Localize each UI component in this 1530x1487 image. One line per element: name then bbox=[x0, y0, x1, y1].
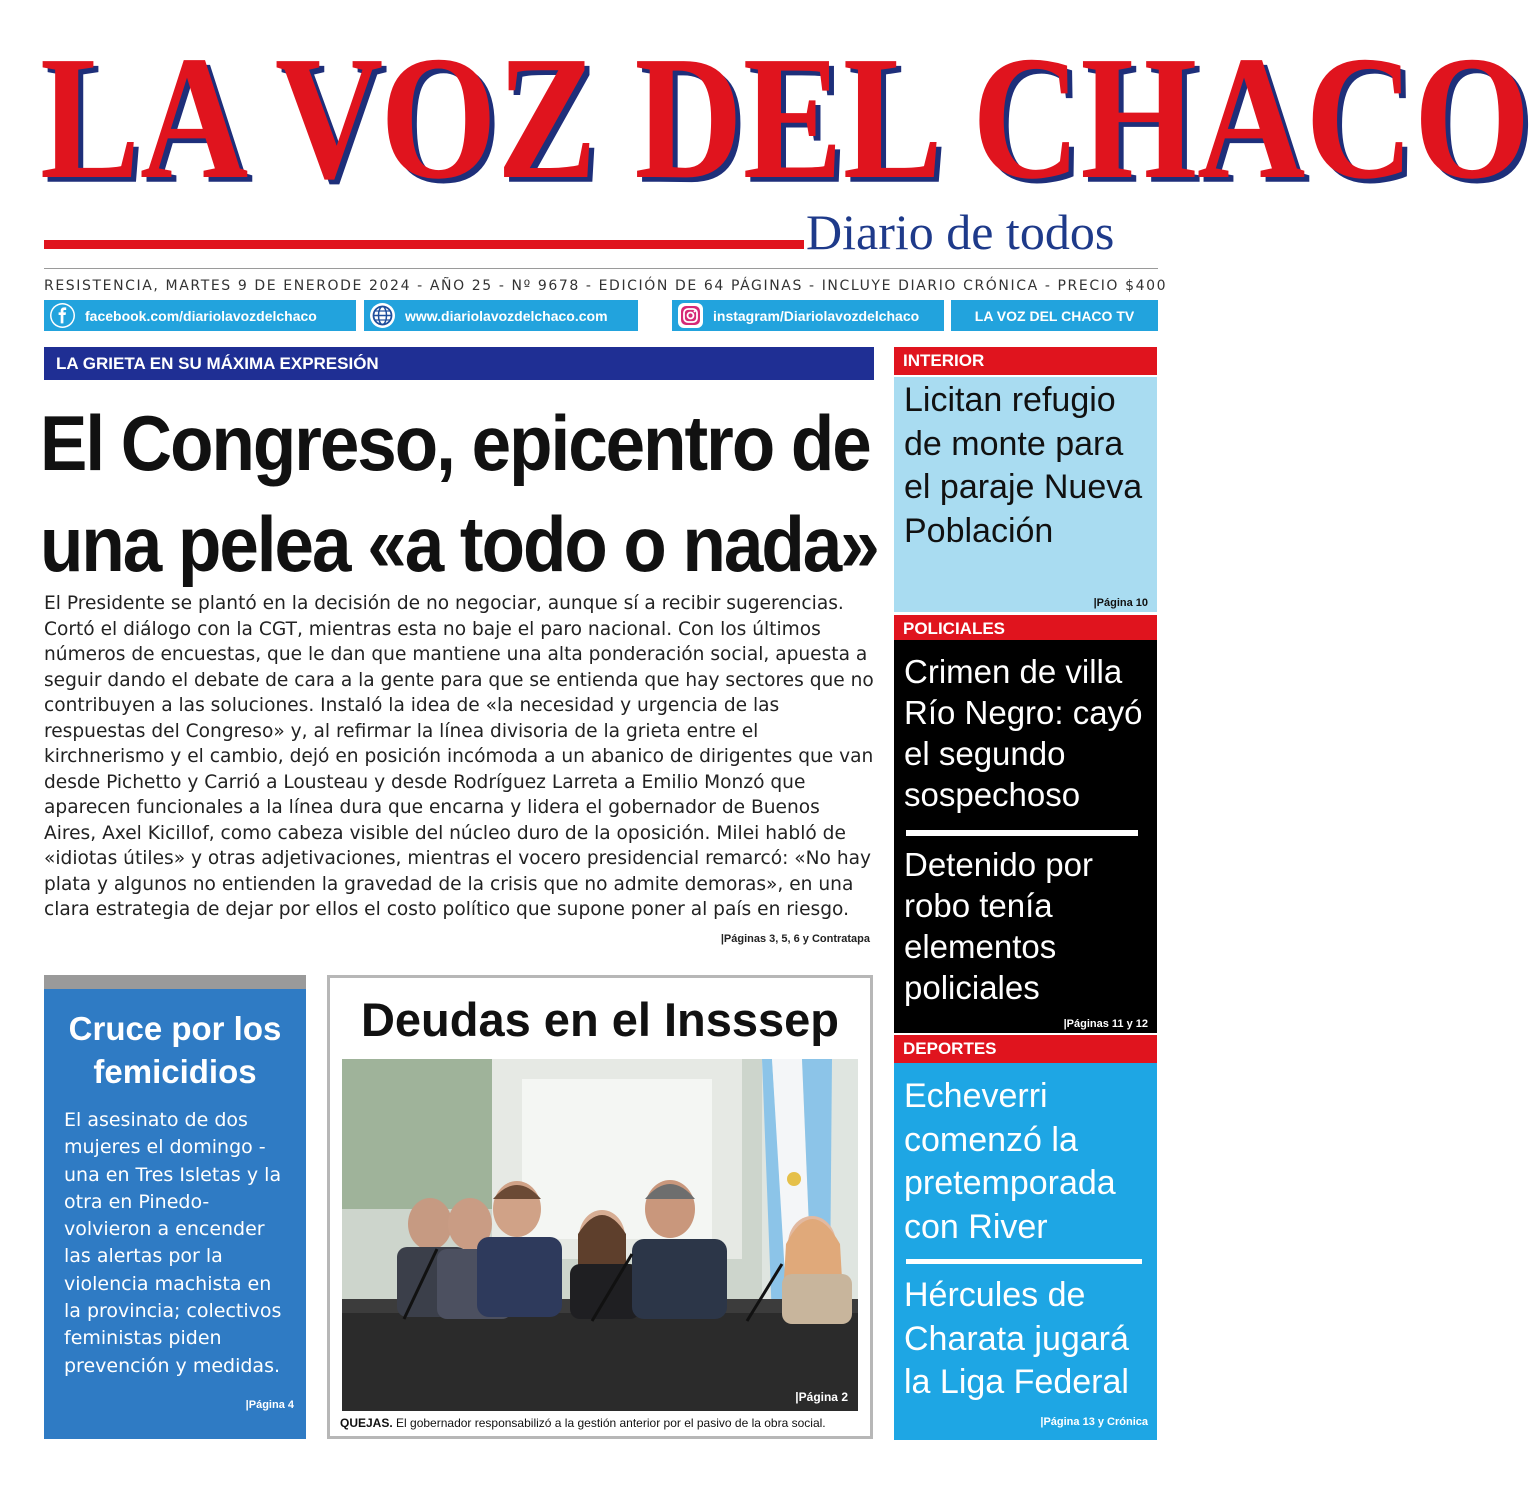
deportes-box[interactable] bbox=[894, 1063, 1157, 1440]
section-label-interior: INTERIOR bbox=[894, 347, 1157, 375]
facebook-icon bbox=[50, 303, 75, 328]
instagram-icon bbox=[678, 303, 703, 328]
insssep-title: Deudas en el Insssep bbox=[360, 993, 840, 1046]
edition-line: RESISTENCIA, MARTES 9 DE ENERODE 2024 - AÑO 25 - Nº 9678 - EDICIÓN DE 64 PÁGINAS - INCLUYE DIARIO CRÓNICA - PRECIO $400 bbox=[44, 268, 1158, 294]
femicidios-text: El asesinato de dos mujeres el domingo - una en Tres Isletas y la otra en Pinedo- volvieron a encender las alertas por la violencia machista en la provincia; colectivos feministas piden prevención y medidas. bbox=[64, 1109, 282, 1377]
policiales-separator bbox=[906, 830, 1138, 836]
interior-box[interactable] bbox=[894, 377, 1157, 612]
instagram-label: instagram/Diariolavozdelchaco bbox=[713, 307, 920, 324]
main-headline[interactable]: El Congreso, epicentro de una pelea «a todo o nada» bbox=[40, 400, 878, 589]
main-page-ref: |Páginas 3, 5, 6 y Contratapa bbox=[720, 933, 870, 945]
website-link[interactable] bbox=[364, 300, 638, 331]
masthead-title: LA VOZ DEL CHACO bbox=[40, 20, 1530, 216]
policiales-page-ref: |Páginas 11 y 12 bbox=[1063, 1018, 1148, 1030]
policiales-headline-2: Detenido por robo tenía elementos policiales bbox=[904, 846, 1093, 1006]
facebook-label: facebook.com/diariolavozdelchaco bbox=[85, 307, 317, 324]
deportes-headline-1: Echeverri comenzó la pretemporada con River bbox=[904, 1077, 1116, 1246]
masthead-rule bbox=[44, 240, 804, 249]
globe-icon bbox=[370, 303, 395, 328]
photo-page-ref: |Página 2 bbox=[795, 1390, 848, 1404]
caption-text: El gobernador responsabilizó a la gestión anterior por el pasivo de la obra social. bbox=[392, 1416, 826, 1430]
website-label: www.diariolavozdelchaco.com bbox=[405, 307, 608, 324]
facebook-link[interactable] bbox=[44, 300, 356, 331]
deportes-page-ref: |Página 13 y Crónica bbox=[1040, 1416, 1148, 1428]
section-label-policiales: POLICIALES bbox=[894, 615, 1157, 643]
femicidios-top-bar bbox=[44, 975, 306, 989]
policiales-headline-1: Crimen de villa Río Negro: cayó el segundo sospechoso bbox=[904, 653, 1143, 813]
insssep-photo bbox=[342, 1059, 858, 1411]
femicidios-page-ref: |Página 4 bbox=[245, 1399, 294, 1411]
deportes-headline-2: Hércules de Charata jugará la Liga Federal bbox=[904, 1276, 1129, 1401]
insssep-box[interactable] bbox=[327, 975, 873, 1439]
interior-headline: Licitan refugio de monte para el paraje Nueva Población bbox=[904, 381, 1143, 550]
tv-link[interactable] bbox=[951, 300, 1158, 331]
main-kicker: LA GRIETA EN SU MÁXIMA EXPRESIÓN bbox=[44, 347, 874, 380]
main-lead: El Presidente se plantó en la decisión de no negociar, aunque sí a recibir sugerencias. Cortó el diálogo con la CGT, mientras esta no baje el paro nacional. Con los últimos números de encuestas, que le dan que mantiene una alta ponderación social, apuesta a seguir dando el debate de cara a la gente para que se entienda que hay sectores que no contribuyen a las soluciones. Instaló la idea de «la necesidad y urgencia de las respuestas del Congreso» y, al refirmar la línea divisoria de la grieta entre el kirchnerismo y el cambio, dejó en posición incómoda a un abanico de dirigentes que van desde Pichetto y Carrió a Lousteau y desde Rodríguez Larreta a Emilio Monzó que aparecen funcionales a la línea dura que encarna y lidera el gobernador de Buenos Aires, Axel Kicillof, como cabeza visible del núcleo duro de la oposición. Milei habló de «idiotas útiles» y otras adjetivaciones, mientras el vocero presidencial remarcó: «No hay plata y algunos no entienden la gravedad de la crisis que no admite demoras», en una clara estrategia de dejar por ellos el costo político que supone poner al país en riesgo. bbox=[44, 593, 874, 920]
masthead-slogan: Diario de todos bbox=[806, 204, 1115, 260]
tv-label: LA VOZ DEL CHACO TV bbox=[974, 307, 1135, 324]
femicidios-title: Cruce por los femicidios bbox=[68, 1010, 282, 1090]
insssep-caption bbox=[340, 1416, 826, 1430]
deportes-separator bbox=[906, 1259, 1142, 1264]
section-label-deportes: DEPORTES bbox=[894, 1035, 1157, 1063]
caption-bold: QUEJAS. bbox=[340, 1416, 393, 1430]
interior-page-ref: |Página 10 bbox=[1093, 597, 1148, 609]
policiales-box[interactable] bbox=[894, 640, 1157, 1033]
instagram-link[interactable] bbox=[672, 300, 944, 331]
femicidios-box[interactable] bbox=[44, 975, 306, 1439]
